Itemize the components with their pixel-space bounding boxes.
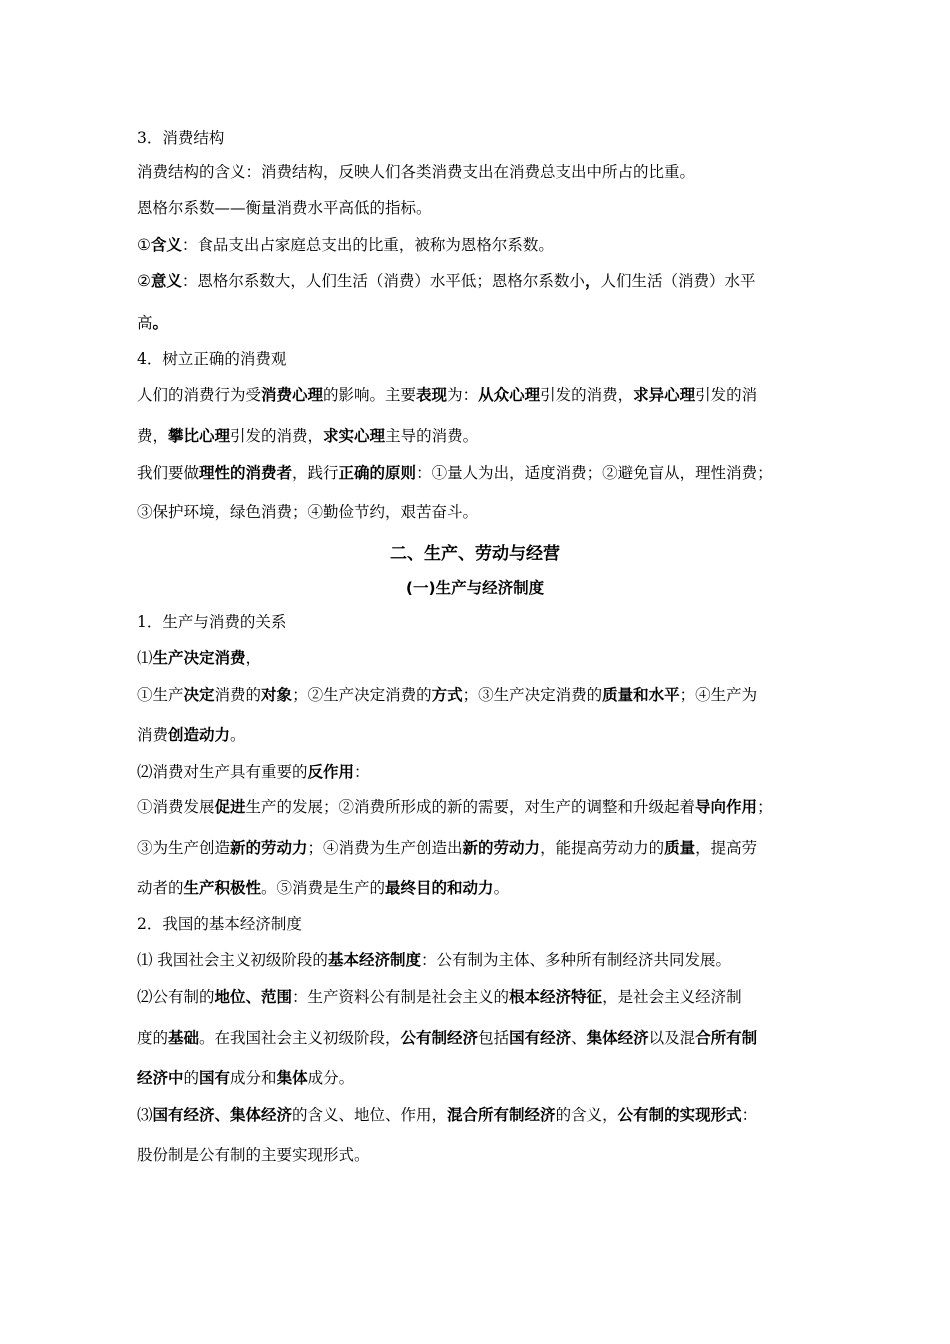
rational-consumer-line: 我们要做理性的消费者，践行正确的原则：①量人为出，适度消费；②避免盲从，理性消费； <box>137 464 773 482</box>
section-3-heading: 3．消费结构 <box>137 129 225 147</box>
public-ownership-line-1: ⑵公有制的地位、范围：生产资料公有制是社会主义的根本经济特征，是社会主义经济制 <box>137 988 742 1006</box>
consumer-psychology-line-cont: 费，攀比心理引发的消费，求实心理主导的消费。 <box>137 427 479 445</box>
subsection-title: (一)生产与经济制度 <box>405 579 545 597</box>
consumption-reaction-line-3: 动者的生产积极性。⑤消费是生产的最终目的和动力。 <box>137 879 510 897</box>
production-decides-items-cont: 消费创造动力。 <box>137 726 246 744</box>
section-4-heading: 4．树立正确的消费观 <box>137 350 287 368</box>
engel-significance-line-cont: 高。 <box>137 314 169 332</box>
basic-economic-system-line: ⑴ 我国社会主义初级阶段的基本经济制度：公有制为主体、多种所有制经济共同发展。 <box>137 951 731 969</box>
public-ownership-line-3: 经济中的国有成分和集体成分。 <box>137 1069 355 1087</box>
production-consumption-heading: 1．生产与消费的关系 <box>137 613 287 631</box>
consumption-structure-definition: 消费结构的含义：消费结构，反映人们各类消费支出在消费总支出中所占的比重。 <box>137 163 696 181</box>
consumption-reaction-heading: ⑵消费对生产具有重要的反作用： <box>137 763 370 781</box>
public-ownership-line-2: 度的基础。在我国社会主义初级阶段，公有制经济包括国有经济、集体经济以及混合所有制 <box>137 1029 758 1047</box>
shareholding-system-line: 股份制是公有制的主要实现形式。 <box>137 1146 370 1164</box>
engel-coefficient-heading: 恩格尔系数——衡量消费水平高低的指标。 <box>137 199 432 217</box>
engel-significance-line: ②意义：恩格尔系数大，人们生活（消费）水平低；恩格尔系数小，人们生活（消费）水平 <box>137 272 756 290</box>
economic-system-heading: 2．我国的基本经济制度 <box>137 915 302 933</box>
engel-meaning-line: ①含义：食品支出占家庭总支出的比重，被称为恩格尔系数。 <box>137 236 554 254</box>
consumption-reaction-line-2: ③为生产创造新的劳动力；④消费为生产创造出新的劳动力，能提高劳动力的质量，提高劳 <box>137 839 758 857</box>
rational-consumer-line-cont: ③保护环境，绿色消费；④勤俭节约，艰苦奋斗。 <box>137 503 479 521</box>
consumer-psychology-line: 人们的消费行为受消费心理的影响。主要表现为：从众心理引发的消费，求异心理引发的消 <box>137 386 758 404</box>
production-decides-consumption: ⑴生产决定消费， <box>137 649 262 667</box>
production-decides-items: ①生产决定消费的对象；②生产决定消费的方式；③生产决定消费的质量和水平；④生产为 <box>137 686 758 704</box>
chapter-title: 二、生产、劳动与经营 <box>390 544 560 564</box>
consumption-reaction-line-1: ①消费发展促进生产的发展；②消费所形成的新的需要，对生产的调整和升级起着导向作用； <box>137 798 773 816</box>
state-collective-economy-line: ⑶国有经济、集体经济的含义、地位、作用，混合所有制经济的含义，公有制的实现形式： <box>137 1106 758 1124</box>
